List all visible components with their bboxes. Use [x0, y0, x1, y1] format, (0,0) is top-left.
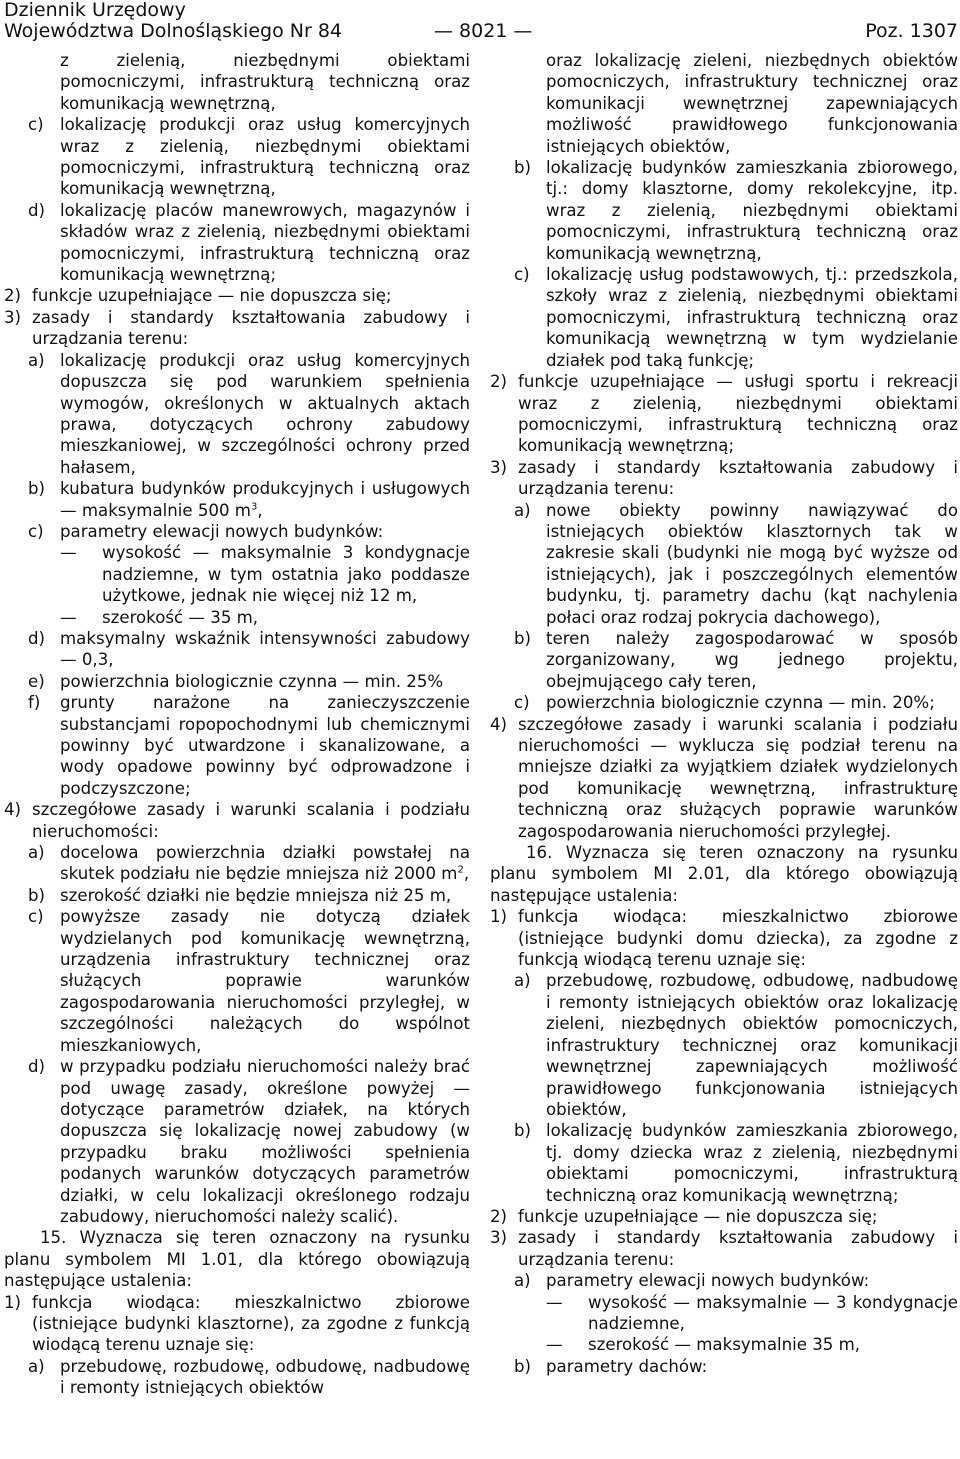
dash-item: — szerokość — 35 m, [60, 607, 259, 627]
page-header [4, 0, 958, 46]
continued-text: oraz lokalizację zieleni, niezbędnych obiektów pomocniczych, infrastruktury technicznej oraz komunikacji wewnętrznej zapewniających możliwość prawidłowego funkcjonowania istniejących obiektów, [546, 51, 958, 156]
list-item: c) powierzchnia biologicznie czynna — min. 20%; [514, 693, 935, 713]
dash-item: — wysokość — maksymalnie 3 kondygnacje nadziemne, w tym ostatnia jako poddasze użytkowe, jednak nie więcej niż 12 m, [60, 543, 470, 606]
dash-item: — wysokość — maksymalnie — 3 kondygnacje nadziemne, [546, 1292, 958, 1333]
section-paragraph: 16. Wyznacza się teren oznaczony na rysunku planu symbolem MI 2.01, dla którego obowiązują następujące ustalenia: [490, 843, 958, 905]
list-item: b) lokalizację budynków zamieszkania zbiorowego, tj. domy dziecka wraz z zielenią, niezbędnymi obiektami pomocniczymi, infrastrukturą techniczną oraz komunikacją wewnętrzną; [514, 1121, 958, 1205]
list-item: 2) funkcje uzupełniające — usługi sportu i rekreacji wraz z zielenią, niezbędnymi obiektami pomocniczymi, infrastrukturą techniczną oraz komunikacją wewnętrzną; [490, 372, 958, 456]
list-item: b) teren należy zagospodarować w sposób zorganizowany, wg jednego projektu, obejmującego cały teren, [514, 628, 958, 691]
list-item: b) parametry dachów: [514, 1356, 708, 1376]
section-paragraph: 15. Wyznacza się teren oznaczony na rysunku planu symbolem MI 1.01, dla którego obowiązują następujące ustalenia: [4, 1228, 470, 1291]
journal-title: Dziennik Urzędowy [4, 0, 186, 21]
list-item: e) powierzchnia biologicznie czynna — min. 25% [28, 671, 444, 691]
list-item: 3) zasady i standardy kształtowania zabudowy i urządzania terenu: [4, 307, 470, 349]
list-item: f) grunty narażone na zanieczyszczenie substancjami ropopochodnymi lub chemicznymi powinny być utwardzone i skanalizowane, a wody opadowe powinny być odprowadzone i podczyszczone; [28, 693, 470, 798]
position-number: Poz. 1307 [865, 20, 958, 42]
page-number: — 8021 — [434, 20, 533, 42]
list-item: 4) szczegółowe zasady i warunki scalania i podziału nieruchomości: [4, 800, 470, 841]
list-item: 1) funkcja wiodąca: mieszkalnictwo zbiorowe (istniejące budynki domu dziecka), za zgodne z funkcją wiodącą terenu uznaje się: [490, 907, 958, 970]
list-item: c) lokalizację usług podstawowych, tj.: przedszkola, szkoły wraz z zielenią, niezbędnymi obiektami pomocniczymi, infrastrukturą techniczną oraz komunikacją wewnętrzną w tym wydzielanie działek pod taką funkcję; [514, 265, 958, 370]
list-item: d) w przypadku podziału nieruchomości należy brać pod uwagę zasady, określone powyżej — dotyczące parametrów działek, na których dopuszcza się lokalizację nowej zabudowy (w przypadku braku możliwości spełnienia podanych warunków dotyczących parametrów działki, w celu lokalizacji określonego rodzaju zabudowy, nieruchomości należy scalić). [28, 1057, 470, 1226]
left-column [4, 50, 470, 1399]
list-item: c) lokalizację produkcji oraz usług komercyjnych wraz z zielenią, niezbędnymi obiektami pomocniczymi, infrastrukturą techniczną oraz komunikacją wewnętrzną, [28, 115, 470, 199]
list-item: a) nowe obiekty powinny nawiązywać do istniejących obiektów klasztornych tak w zakresie skali (budynki nie mogą być wyższe od istniejących), jak i poszczególnych elementów budynku, tj. parametry dachu (kąt nachylenia połaci oraz rodzaj pokrycia dachowego), [514, 500, 958, 627]
list-item: a) parametry elewacji nowych budynków: [514, 1271, 870, 1291]
dash-item: — szerokość — maksymalnie 35 m, [546, 1335, 861, 1355]
right-column [490, 50, 958, 1377]
voivodeship-issue: Województwa Dolnośląskiego Nr 84 [4, 20, 342, 42]
continued-text: z zielenią, niezbędnymi obiektami pomocniczymi, infrastrukturą techniczną oraz komunikacją wewnętrzną, [60, 51, 470, 113]
list-item: b) szerokość działki nie będzie mniejsza niż 25 m, [28, 885, 452, 905]
header-line [4, 21, 958, 42]
list-item: 2) funkcje uzupełniające — nie dopuszcza się; [490, 1206, 878, 1226]
list-item: d) maksymalny wskaźnik intensywności zabudowy — 0,3, [28, 628, 470, 670]
list-item: b) lokalizację budynków zamieszkania zbiorowego, tj.: domy klasztorne, domy rekolekcyjne, itp. wraz z zielenią, niezbędnymi obiektami pomocniczymi, infrastrukturą techniczną oraz komunikacją wewnętrzną, [514, 158, 958, 263]
list-item: b) kubatura budynków produkcyjnych i usługowych — maksymalnie 500 $m^3$, [28, 479, 470, 520]
list-item: 4) szczegółowe zasady i warunki scalania i podziału nieruchomości — wyklucza się podział terenu na mniejsze działki za wyjątkiem działek wydzielonych pod komunikację wewnętrzną, infrastrukturę techniczną oraz służących poprawie warunków zagospodarowania nieruchomości przyległej. [490, 714, 958, 841]
list-item: 2) funkcje uzupełniające — nie dopuszcza się; [4, 286, 392, 306]
list-item: 3) zasady i standardy kształtowania zabudowy i urządzania terenu: [490, 1228, 958, 1269]
list-item: d) lokalizację placów manewrowych, magazynów i składów wraz z zielenią, niezbędnymi obiektami pomocniczymi, infrastrukturą techniczną oraz komunikacją wewnętrzną; [28, 200, 470, 285]
list-item: a) przebudowę, rozbudowę, odbudowę, nadbudowę i remonty istniejących obiektów oraz lokalizację zieleni, niezbędnych obiektów pomocniczych, infrastruktury technicznej oraz komunikacji wewnętrznej zapewniających możliwość prawidłowego funkcjonowania istniejących obiektów, [514, 971, 958, 1119]
list-item: c) parametry elewacji nowych budynków: [28, 521, 384, 541]
list-item: a) przebudowę, rozbudowę, odbudowę, nadbudowę i remonty istniejących obiektów [28, 1356, 470, 1398]
list-item: 3) zasady i standardy kształtowania zabudowy i urządzania terenu: [490, 457, 958, 499]
list-item: 1) funkcja wiodąca: mieszkalnictwo zbiorowe (istniejące budynki klasztorne), za zgodne z funkcją wiodącą terenu uznaje się: [4, 1292, 470, 1355]
list-item: a) lokalizację produkcji oraz usług komercyjnych dopuszcza się pod warunkiem spełnienia wymogów, określonych w aktualnych aktach prawa, dotyczących ochrony zabudowy mieszkaniowej, w szczególności ochrony przed hałasem, [28, 350, 470, 477]
list-item: c) powyższe zasady nie dotyczą działek wydzielanych pod komunikację wewnętrzną, urządzenia infrastruktury technicznej oraz służących poprawie warunków zagospodarowania nieruchomości przyległej, w szczególności należących do wspólnot mieszkaniowych, [28, 907, 470, 1055]
list-item: a) docelowa powierzchnia działki powstałej na skutek podziału nie będzie mniejsza niż 2000 $m^2$, [28, 843, 470, 884]
